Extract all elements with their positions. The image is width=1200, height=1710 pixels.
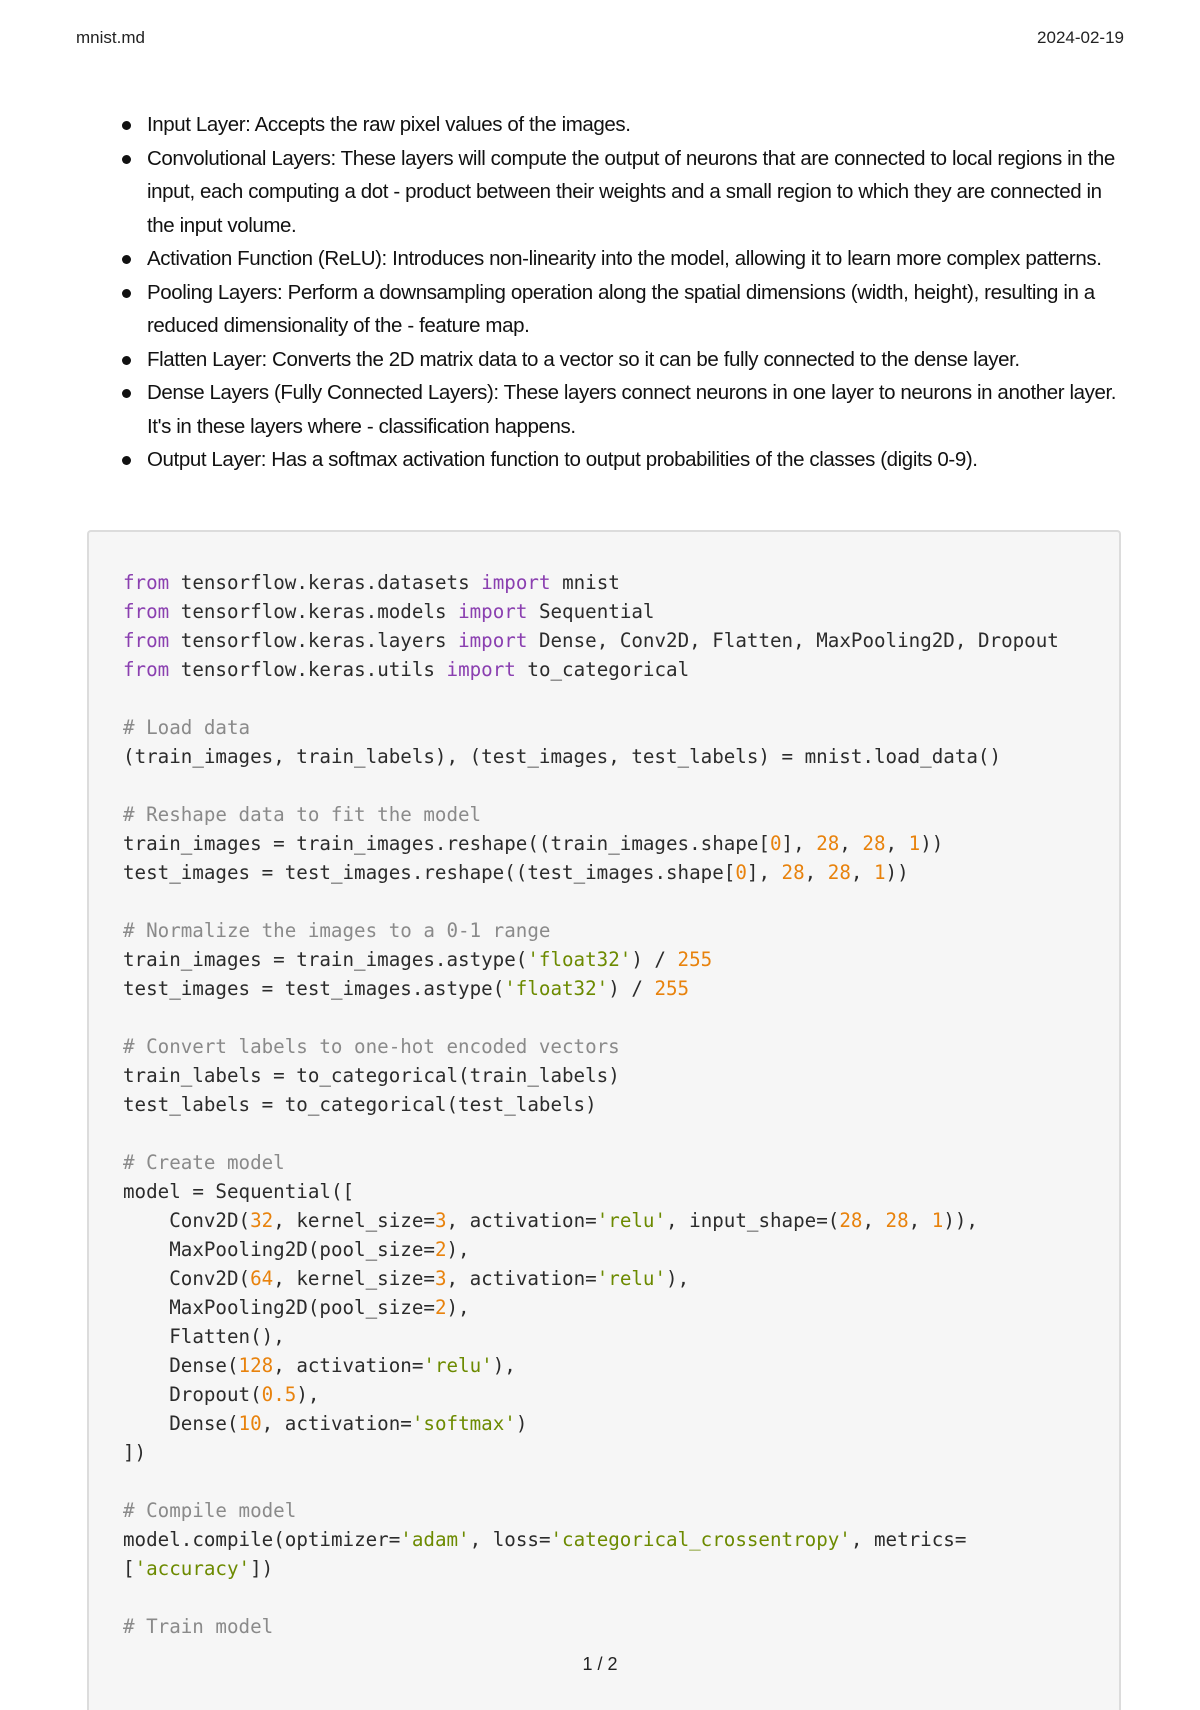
- code-line: model = Sequential([: [123, 1180, 355, 1203]
- list-item: Convolutional Layers: These layers will compute the output of neurons that are connected to local regions in the input, each computing a dot - product between their weights and a small region to which they are connected in the input volume.: [120, 142, 1120, 243]
- code-line: MaxPooling2D(pool_size=2),: [169, 1238, 470, 1261]
- list-item: Output Layer: Has a softmax activation function to output probabilities of the classes (digits 0-9).: [120, 443, 1120, 477]
- code-line: [123, 1583, 1059, 1612]
- code-line: ['accuracy']): [123, 1557, 274, 1580]
- code-line: MaxPooling2D(pool_size=2),: [169, 1296, 470, 1319]
- code-line: test_labels = to_categorical(test_labels): [123, 1093, 597, 1116]
- code-line: [123, 1467, 1059, 1496]
- code-line: # Train model: [123, 1615, 274, 1638]
- code-line: Conv2D(64, kernel_size=3, activation='relu'),: [169, 1267, 690, 1290]
- code-line: from tensorflow.keras.layers import Dense, Conv2D, Flatten, MaxPooling2D, Dropout: [123, 629, 1059, 652]
- list-item: Dense Layers (Fully Connected Layers): These layers connect neurons in one layer to neurons in another layer. It's in these layers where - classification happens.: [120, 376, 1120, 443]
- code-line: [123, 1119, 1059, 1148]
- code-line: Dense(128, activation='relu'),: [169, 1354, 516, 1377]
- code-block[interactable]: [87, 530, 1121, 1710]
- code-line: Conv2D(32, kernel_size=3, activation='relu', input_shape=(28, 28, 1)),: [169, 1209, 978, 1232]
- code-line: # Create model: [123, 1151, 285, 1174]
- code-line: Flatten(),: [169, 1325, 285, 1348]
- list-item: Input Layer: Accepts the raw pixel values of the images.: [120, 108, 1120, 142]
- code-line: test_images = test_images.reshape((test_images.shape[0], 28, 28, 1)): [123, 861, 909, 884]
- code-line: Dense(10, activation='softmax'): [169, 1412, 528, 1435]
- list-item: Activation Function (ReLU): Introduces non-linearity into the model, allowing it to learn more complex patterns.: [120, 242, 1120, 276]
- list-item: Pooling Layers: Perform a downsampling operation along the spatial dimensions (width, height), resulting in a reduced dimensionality of the - feature map.: [120, 276, 1120, 343]
- code-line: # Convert labels to one-hot encoded vectors: [123, 1035, 620, 1058]
- code-line: # Compile model: [123, 1499, 297, 1522]
- document-date: 2024-02-19: [1037, 28, 1124, 47]
- code-line: [123, 887, 1059, 916]
- code-line: [123, 1003, 1059, 1032]
- code-line: Dropout(0.5),: [169, 1383, 320, 1406]
- code-line: from tensorflow.keras.datasets import mnist: [123, 571, 620, 594]
- code-line: [123, 771, 1059, 800]
- code-line: # Normalize the images to a 0-1 range: [123, 919, 551, 942]
- code-line: # Reshape data to fit the model: [123, 803, 482, 826]
- document-filename: mnist.md: [76, 28, 145, 47]
- code-line: ]): [123, 1441, 147, 1464]
- list-item: Flatten Layer: Converts the 2D matrix data to a vector so it can be fully connected to the dense layer.: [120, 343, 1120, 377]
- code-line: train_images = train_images.astype('float32') / 255: [123, 948, 713, 971]
- page-header: [76, 28, 1124, 52]
- code-line: train_labels = to_categorical(train_labels): [123, 1064, 620, 1087]
- layer-description-list: [120, 108, 1120, 477]
- page-number: 1 / 2: [582, 1654, 618, 1674]
- code-line: from tensorflow.keras.models import Sequential: [123, 600, 655, 623]
- code-content: [123, 568, 1059, 1641]
- code-line: # Load data: [123, 716, 251, 739]
- code-line: model.compile(optimizer='adam', loss='categorical_crossentropy', metrics=: [123, 1528, 967, 1551]
- code-line: from tensorflow.keras.utils import to_categorical: [123, 658, 690, 681]
- code-line: (train_images, train_labels), (test_images, test_labels) = mnist.load_data(): [123, 745, 1002, 768]
- code-line: train_images = train_images.reshape((train_images.shape[0], 28, 28, 1)): [123, 832, 944, 855]
- code-line: test_images = test_images.astype('float32') / 255: [123, 977, 690, 1000]
- code-line: [123, 684, 1059, 713]
